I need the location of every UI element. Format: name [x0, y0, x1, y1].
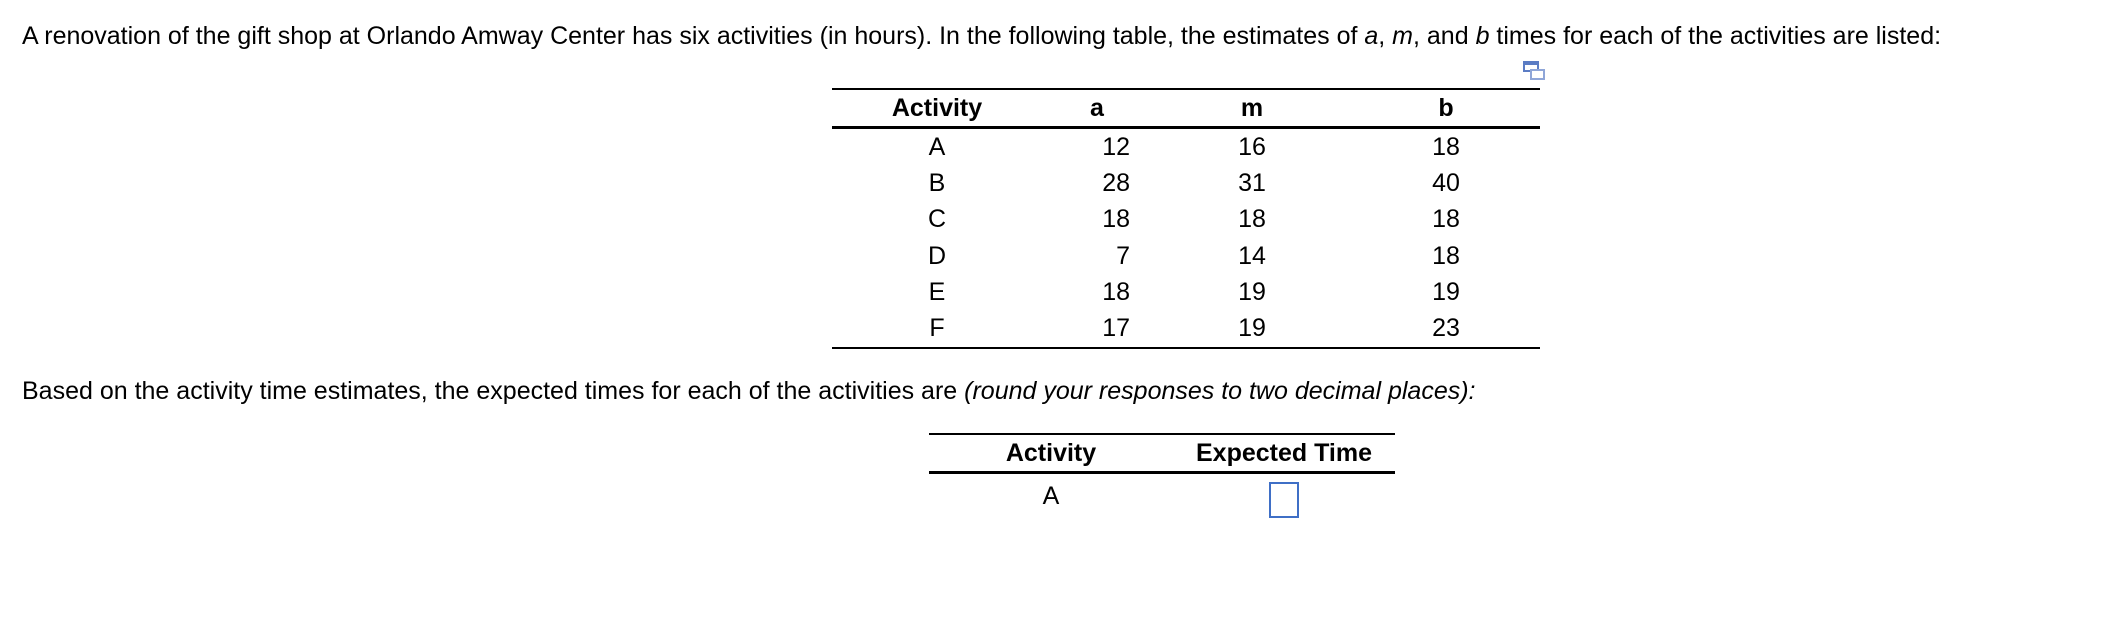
cell-activity: E: [928, 277, 946, 306]
question-separator-2: , and: [1413, 22, 1476, 50]
cell-activity: A: [1042, 481, 1060, 510]
question-outro: times for each of the activities are listed:: [1489, 22, 1942, 50]
cell-a: 12: [1102, 132, 1130, 161]
header-activity: Activity: [1005, 438, 1097, 467]
cell-a: 18: [1102, 205, 1130, 234]
cell-activity: B: [928, 168, 946, 197]
cell-a: 28: [1102, 168, 1130, 197]
activity-estimates-table: [832, 88, 1540, 349]
expected-time-table: [929, 433, 1395, 518]
cell-b: 19: [1432, 277, 1460, 306]
cell-activity: C: [927, 205, 947, 234]
prompt-instruction: (round your responses to two decimal places):: [964, 377, 1476, 405]
question-intro: A renovation of the gift shop at Orlando Amway Center has six activities (in hours). In the following table, the estimates of: [22, 22, 1365, 50]
variable-b: b: [1475, 22, 1490, 50]
cell-b: 18: [1432, 241, 1460, 270]
table-header-row: [832, 89, 1540, 128]
cell-a: 17: [1102, 314, 1130, 343]
cell-expected-time: [1173, 473, 1395, 519]
prompt-main: Based on the activity time estimates, the expected times for each of the activities are: [22, 377, 965, 405]
table-header-row: [929, 434, 1395, 473]
cell-activity: D: [927, 241, 947, 270]
table-row: [832, 202, 1540, 238]
cell-activity: A: [928, 132, 946, 161]
cell-b: 18: [1432, 132, 1460, 161]
copy-table-icon[interactable]: [1522, 60, 1546, 82]
variable-a: a: [1364, 22, 1379, 50]
header-a: a: [1090, 93, 1104, 122]
cell-m: 14: [1238, 241, 1266, 270]
question-separator-1: ,: [1378, 22, 1393, 50]
header-activity: Activity: [891, 93, 983, 122]
cell-a: 7: [1116, 241, 1130, 270]
table-row: [832, 128, 1540, 166]
header-b: b: [1438, 93, 1454, 122]
cell-m: 18: [1238, 205, 1266, 234]
cell-m: 19: [1238, 277, 1266, 306]
cell-a: 18: [1102, 277, 1130, 306]
expected-time-input-a[interactable]: [1269, 482, 1299, 518]
variable-m: m: [1392, 22, 1413, 50]
cell-b: 18: [1432, 205, 1460, 234]
cell-b: 40: [1432, 168, 1460, 197]
table-row: [832, 274, 1540, 310]
cell-m: 31: [1238, 168, 1266, 197]
table-row: [832, 238, 1540, 274]
table-row: [832, 165, 1540, 201]
table-row: [929, 473, 1395, 519]
header-expected-time: Expected Time: [1195, 438, 1372, 467]
cell-m: 16: [1238, 132, 1266, 161]
cell-b: 23: [1432, 314, 1460, 343]
question-text: [22, 20, 1941, 52]
header-m: m: [1240, 93, 1264, 122]
prompt-text: [22, 375, 1476, 407]
cell-m: 19: [1238, 314, 1266, 343]
table-row: [832, 310, 1540, 347]
cell-activity: F: [929, 314, 945, 343]
